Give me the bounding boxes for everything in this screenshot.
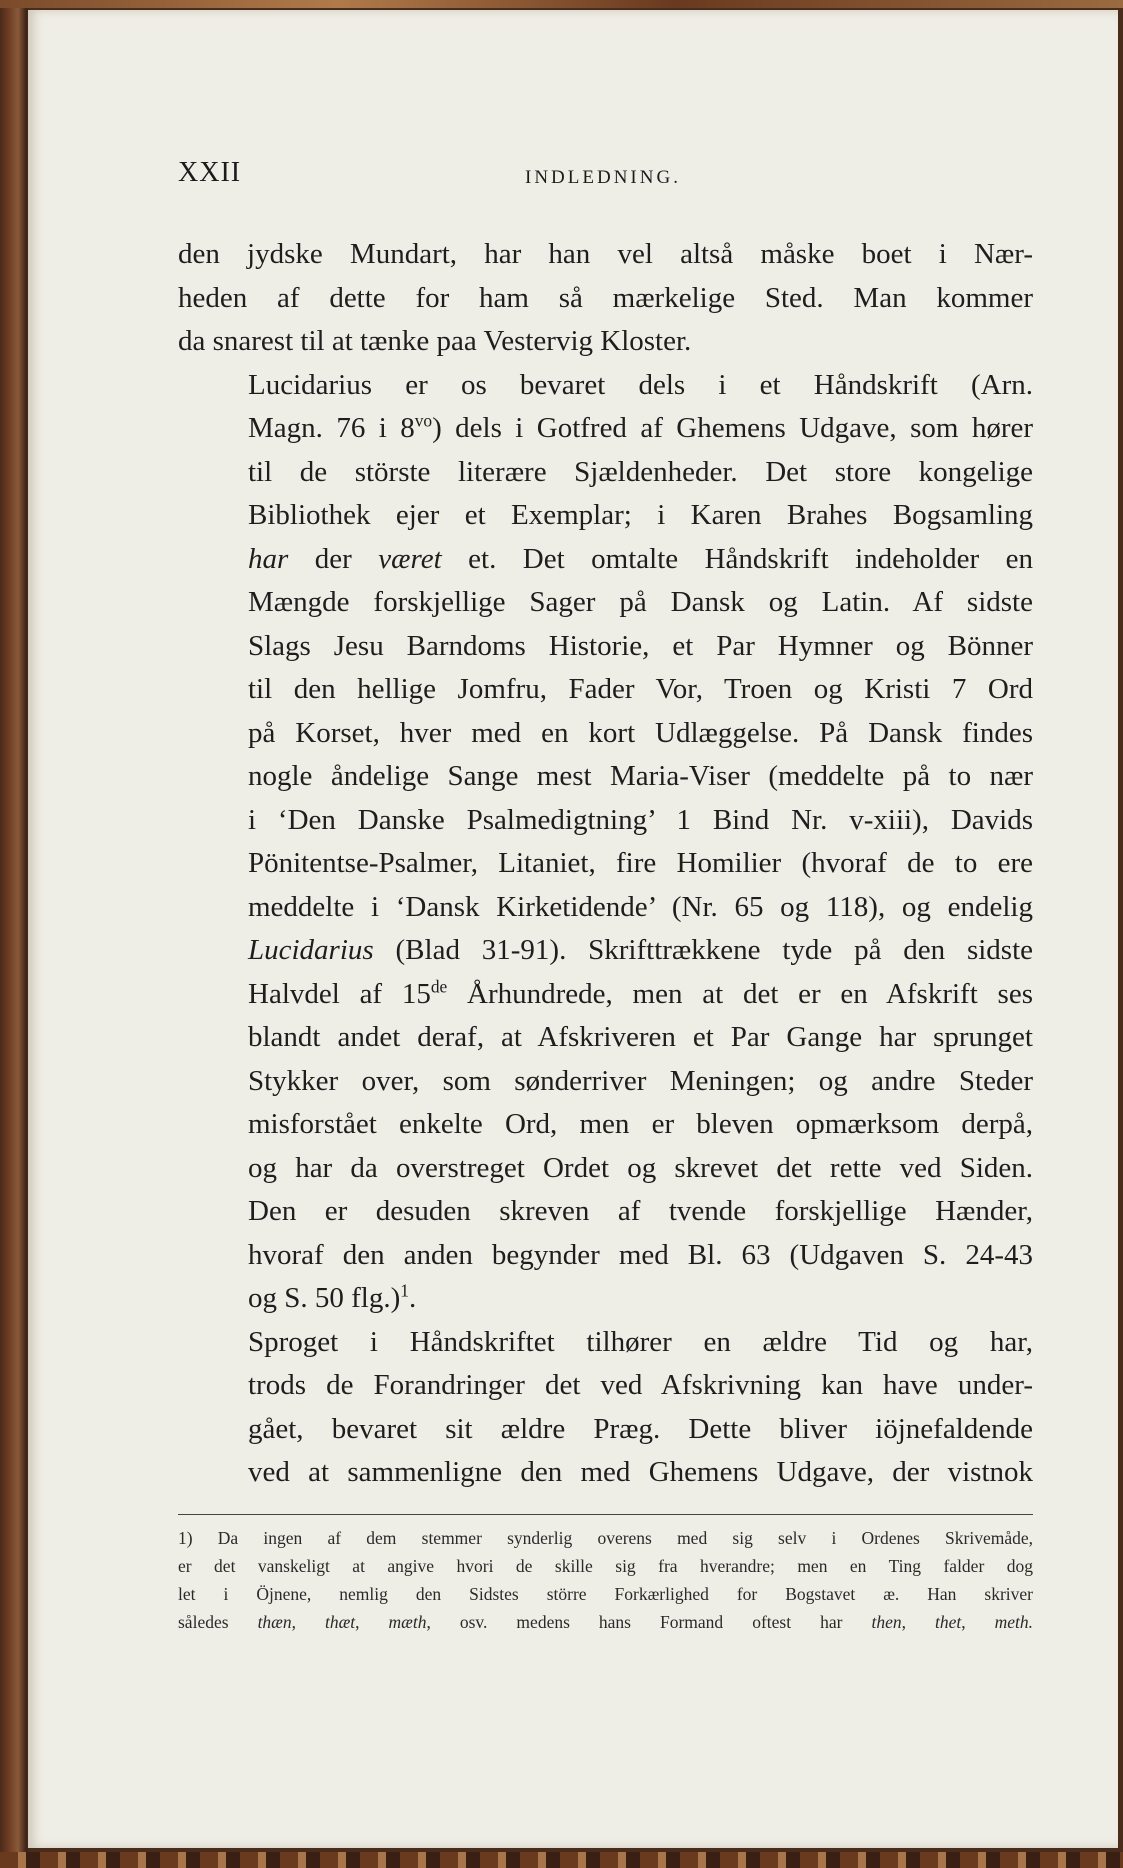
text-fragment: ) dels i Gotfred af Ghemens Udgave, som hører [432,412,1034,444]
text-fragment: et. Det omtalte Håndskrift indeholder en [468,542,1033,575]
text-line: Stykker over, som sønderriver Meningen; og andre Steder [248,1064,1033,1097]
text-line: og har da overstreget Ordet og skrevet det rette ved Siden. [248,1151,1033,1184]
text-line: meddelte i ‘Dansk Kirketidende’ (Nr. 65 og 118), og endelig [248,890,1033,923]
text-line: blandt andet deraf, at Afskriveren et Par Gange har sprunget [248,1021,1033,1053]
footnote-line: 1) Da ingen af dem stemmer synderlig overens med sig selv i Ordenes Skrivemåde, [178,1528,1033,1548]
superscript-vo: vo [414,410,433,431]
text-line: på Korset, hver med en kort Udlæggelse. På Dansk findes [248,716,1033,749]
page-number: XXII [178,157,242,188]
text-fragment: Magn. 76 i 8 [248,412,415,444]
text-fragment: og S. 50 flg.) [248,1282,401,1314]
italic-har: har [248,542,289,575]
italic-word: thæn [257,1612,292,1632]
text-line-8 [178,538,1033,582]
footnote-line-4: således thæn, thæt, mæth, osv. medens hans Formand oftest har then, thet, meth. [178,1612,1034,1632]
paragraph-1 [178,233,1033,364]
running-head: INDLEDNING. [525,167,681,188]
footnote-line: let i Öjnene, nemlig den Sidstes större Forkærlighed for Bogstavet æ. Han skriver [178,1584,1033,1604]
footnote-line: er det vanskeligt at angive hvori de skille sig fra hverandre; men en Ting falder dog [178,1556,1033,1576]
text-line-17 [178,929,1033,973]
body-text [178,233,1033,1495]
text-line: Den er desuden skreven af tvende forskjellige Hænder, [248,1195,1033,1227]
italic-word: thet [934,1612,962,1632]
text-line: hvoraf den anden begynder med Bl. 63 (Udgaven S. 24-43 [248,1238,1033,1271]
text-line: gået, bevaret sit ældre Præg. Dette bliver iöjnefaldende [248,1412,1033,1445]
text-line: til de störste literære Sjældenheder. Det store kongelige [248,455,1033,488]
text-line: da snarest til at tænke paa Vestervig Kloster. [178,325,692,357]
text-line-5 [178,407,1033,451]
italic-word: thæt [325,1612,356,1632]
text-line: trods de Forandringer det ved Afskrivning kan have under- [248,1369,1033,1401]
book-binding-top [0,0,1123,8]
text-line: Bibliothek ejer et Exemplar; i Karen Brahes Bogsamling [248,499,1033,531]
text-fragment: således [178,1612,229,1632]
italic-word: then [871,1612,902,1632]
footnote [178,1524,1033,1636]
text-line: misforstået enkelte Ord, men er bleven opmærksom derpå, [248,1108,1033,1140]
text-line: Pönitentse-Psalmer, Litaniet, fire Homilier (hvoraf de to ere [248,847,1033,879]
text-line: nogle åndelige Sange mest Maria-Viser (meddelte på to nær [248,760,1033,792]
paragraph-3 [178,1321,1033,1495]
text-line-25 [178,1277,1033,1321]
text-line: heden af dette for ham så mærkelige Sted. Man kommer [178,281,1033,314]
paragraph-2 [178,364,1033,1321]
text-fragment: (Blad 31-91). Skrifttrækkene tyde på den sidste [395,934,1033,966]
text-line: til den hellige Jomfru, Fader Vor, Troen og Kristi 7 Ord [248,673,1033,705]
italic-lucidarius: Lucidarius [248,934,374,966]
text-line: Slags Jesu Barndoms Historie, et Par Hymner og Bönner [248,629,1033,662]
text-fragment: der [314,542,352,575]
text-fragment: Århundrede, men at det er en Afskrift ses [467,977,1033,1010]
superscript-de: de [430,975,448,996]
text-fragment: Halvdel af 15 [248,977,431,1010]
book-binding-bottom [0,1852,1123,1868]
footnote-rule [178,1514,1033,1515]
text-fragment: osv. medens hans Formand oftest har [459,1612,843,1632]
page-header [178,157,1018,197]
text-fragment: . [408,1282,417,1314]
italic-word: mæth [388,1612,427,1632]
text-line: Sproget i Håndskriftet tilhører en ældre Tid og har, [248,1325,1033,1358]
text-line-18 [178,973,1033,1017]
text-line: i ‘Den Danske Psalmedigtning’ 1 Bind Nr. v-xiii), Davids [248,803,1033,836]
italic-vaeret: været [378,542,442,575]
text-line: den jydske Mundart, har han vel altså måske boet i Nær- [178,238,1033,270]
text-line: Lucidarius er os bevaret dels i et Håndskrift (Arn. [248,368,1033,401]
text-line: Mængde forskjellige Sager på Dansk og Latin. Af sidste [248,586,1033,618]
text-line: ved at sammenligne den med Ghemens Udgave, der vistnok [248,1456,1033,1488]
footnote-marker: 1 [400,1280,409,1301]
italic-word: meth. [994,1612,1034,1632]
